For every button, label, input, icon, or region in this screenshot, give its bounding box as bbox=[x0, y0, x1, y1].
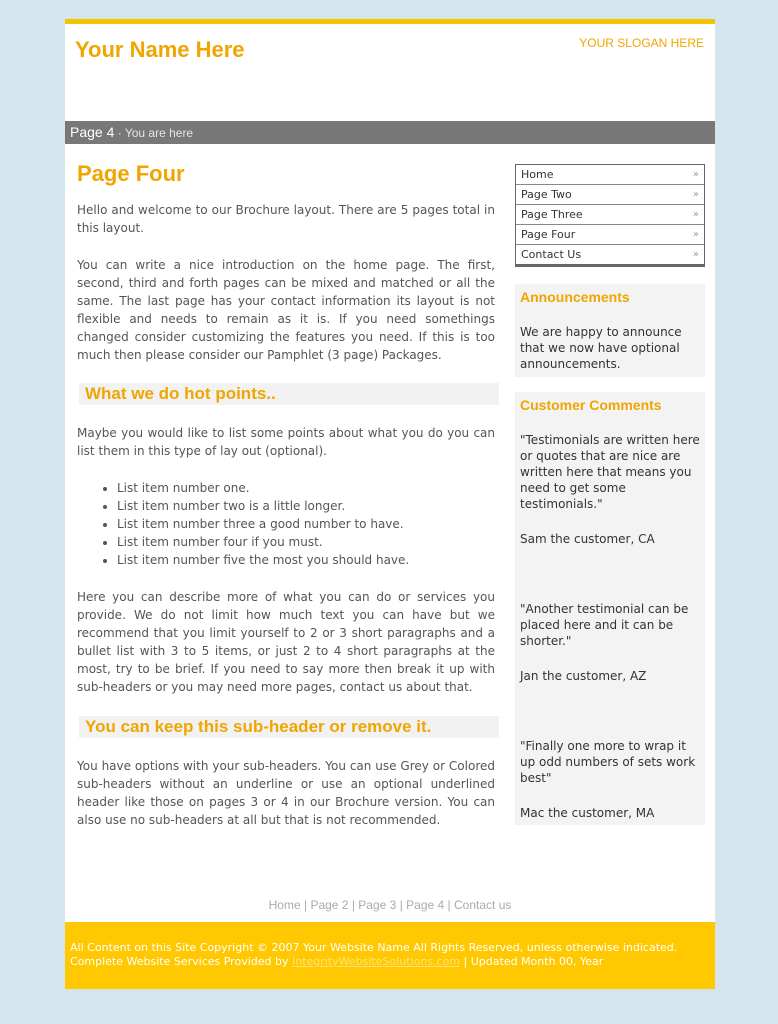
points-list bbox=[77, 479, 495, 569]
list-item: • List item number one. bbox=[117, 479, 495, 497]
main-content bbox=[77, 161, 495, 829]
list-item: • List item number two is a little longer. bbox=[117, 497, 495, 515]
subheader-options-paragraph: You have options with your sub-headers. You can use Grey or Colored sub-headers without an underline or use an optional underlined header like those on pages 3 or 4 in our Brochure version. You can also use no sub-headers at all but that is not recommended. bbox=[77, 759, 495, 827]
site-footer bbox=[65, 922, 715, 989]
nav-item-label: Page Two bbox=[521, 188, 572, 201]
breadcrumb-separator: · bbox=[114, 126, 125, 140]
nav-item-label: Page Four bbox=[521, 228, 576, 241]
footer-credit bbox=[70, 955, 710, 969]
testimonial-quote: "Another testimonial can be placed here and it can be shorter." bbox=[520, 602, 689, 648]
page-title: Page Four bbox=[77, 161, 185, 186]
sidebar-nav bbox=[515, 164, 705, 267]
list-item: • List item number three a good number to have. bbox=[117, 515, 495, 533]
footer-link-page-3[interactable]: Page 3 bbox=[358, 898, 397, 912]
customer-comments-box bbox=[515, 392, 705, 825]
subheader-hot-points: What we do hot points.. bbox=[79, 383, 499, 405]
footer-link-page-2[interactable]: Page 2 bbox=[310, 898, 349, 912]
breadcrumb-you-are-here: You are here bbox=[124, 126, 194, 140]
nav-item-label: Home bbox=[521, 168, 554, 181]
services-paragraph: Here you can describe more of what you can do or services you provide. We do not limit how much text you can have but we recommend that you limit yourself to 2 or 3 short paragraphs and a bullet list with 3 to 5 items, or just 2 to 4 short paragraphs at the most, try to be brief. If you need to say more then break it up with sub-headers or you may need more pages, contact us about that. bbox=[77, 590, 495, 694]
footer-copyright: All Content on this Site Copyright © 2007 Your Website Name All Rights Reserved, unless otherwise indicated. bbox=[70, 941, 678, 954]
testimonial-quote: "Finally one more to wrap it up odd numbers of sets work best" bbox=[520, 739, 696, 785]
list-item: • List item number five the most you should have. bbox=[117, 551, 495, 569]
site-name[interactable]: Your Name Here bbox=[75, 37, 245, 62]
sidebar bbox=[515, 164, 705, 825]
footer-link-separator: | bbox=[399, 898, 403, 912]
testimonial-quote: "Testimonials are written here or quotes that are nice are written here that means you need to get some testimonials." bbox=[520, 433, 700, 511]
nav-item-page-four[interactable] bbox=[516, 225, 704, 245]
nav-item-page-two[interactable] bbox=[516, 185, 704, 205]
footer-link-separator: | bbox=[447, 898, 451, 912]
nav-item-home[interactable] bbox=[516, 165, 704, 185]
header bbox=[65, 24, 715, 121]
footer-link-separator: | bbox=[351, 898, 355, 912]
intro-paragraph-2: You can write a nice introduction on the home page. The first, second, third and forth pages can be mixed and matched or all the same. The last page has your contact information its layout is not flexible and needs to remain as it is. If you need somethings changed consider customizing the features you need. If this is too much then please consider our Pamphlet (3 page) Packages. bbox=[77, 258, 495, 362]
footer-credit-link[interactable]: IntegrityWebsiteSolutions.com bbox=[291, 955, 461, 968]
intro-paragraph-1: Hello and welcome to our Brochure layout. There are 5 pages total in this layout. bbox=[77, 203, 495, 235]
list-intro-paragraph: Maybe you would like to list some points about what you do you can list them in this type of lay out (optional). bbox=[77, 426, 495, 458]
footer-credit-suffix: | Updated Month 00, Year bbox=[460, 955, 604, 968]
footer-credit-prefix: Complete Website Services Provided by bbox=[70, 955, 292, 968]
nav-item-label: Page Three bbox=[521, 208, 583, 221]
chevron-right-icon: » bbox=[692, 189, 699, 200]
site-slogan: YOUR SLOGAN HERE bbox=[579, 36, 704, 50]
nav-item-label: Contact Us bbox=[521, 248, 582, 261]
announcements-box bbox=[515, 284, 705, 377]
testimonial-author: Jan the customer, AZ bbox=[520, 669, 647, 683]
announcements-title: Announcements bbox=[520, 289, 630, 305]
testimonial-author: Sam the customer, CA bbox=[520, 532, 655, 546]
nav-item-page-three[interactable] bbox=[516, 205, 704, 225]
subheader-keep-remove: You can keep this sub-header or remove it. bbox=[79, 716, 499, 738]
chevron-right-icon: » bbox=[692, 169, 699, 180]
announcements-text: We are happy to announce that we now have optional announcements. bbox=[520, 325, 682, 371]
list-item: • List item number four if you must. bbox=[117, 533, 495, 551]
footer-link-page-4[interactable]: Page 4 bbox=[406, 898, 445, 912]
page-container bbox=[65, 19, 715, 989]
chevron-right-icon: » bbox=[692, 249, 699, 260]
nav-item-contact-us[interactable] bbox=[516, 245, 704, 264]
breadcrumb-page: Page 4 bbox=[70, 124, 115, 140]
footer-link-home[interactable]: Home bbox=[268, 898, 301, 912]
chevron-right-icon: » bbox=[692, 209, 699, 220]
footer-link-contact-us[interactable]: Contact us bbox=[454, 898, 512, 912]
breadcrumb bbox=[65, 121, 715, 144]
chevron-right-icon: » bbox=[692, 229, 699, 240]
customer-comments-title: Customer Comments bbox=[520, 397, 662, 413]
footer-links bbox=[65, 898, 715, 912]
testimonial-author: Mac the customer, MA bbox=[520, 806, 655, 820]
footer-link-separator: | bbox=[303, 898, 308, 912]
